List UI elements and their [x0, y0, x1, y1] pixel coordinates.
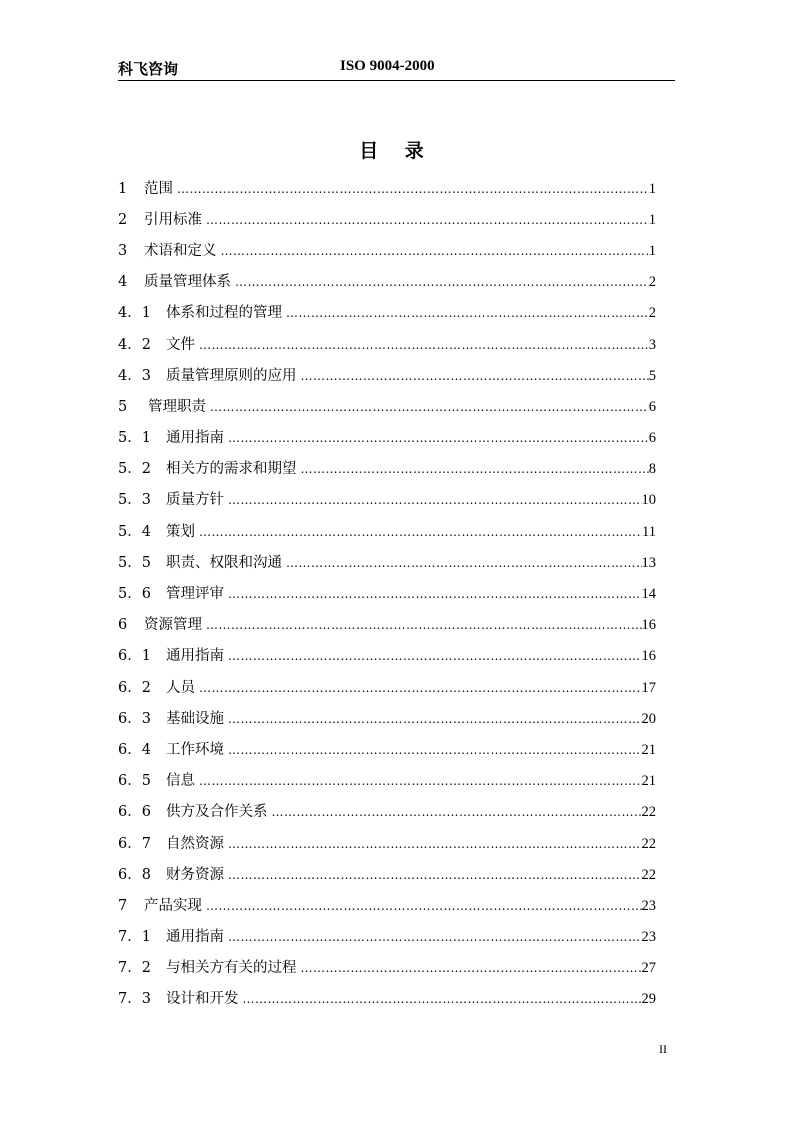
toc-entry-page: 23: [641, 929, 656, 946]
toc-entry-number: 5．2: [118, 461, 151, 478]
toc-entry-number: 6: [118, 617, 128, 634]
toc-entry[interactable]: [118, 329, 656, 360]
toc-entry-page: 22: [641, 866, 656, 883]
toc-dot-leader: [199, 520, 642, 544]
toc-entry-number: 5．3: [118, 492, 151, 509]
toc-dot-leader: [199, 676, 642, 700]
toc-entry-title: 质量管理原则的应用: [166, 367, 297, 384]
toc-entry-title: 范围: [144, 180, 173, 197]
toc-dot-leader: [286, 301, 649, 325]
toc-entry-number: 7: [118, 897, 128, 914]
toc-entry-number: 6．2: [118, 679, 151, 696]
toc-entry-page: 5: [648, 367, 656, 384]
toc-entry-number: 1: [118, 180, 128, 197]
toc-entry-title: 术语和定义: [144, 242, 217, 259]
toc-entry-number: 6．6: [118, 804, 151, 821]
toc-entry-title: 供方及合作关系: [166, 804, 268, 821]
toc-entry[interactable]: [118, 516, 656, 547]
toc-entry-title: 管理职责: [148, 398, 206, 415]
toc-entry-number: 5．5: [118, 554, 151, 571]
toc-entry-page: 1: [648, 242, 656, 259]
company-name: 科飞咨询: [118, 60, 179, 78]
toc-entry[interactable]: [118, 267, 656, 298]
toc-entry-number: 6．7: [118, 835, 151, 852]
toc-entry[interactable]: [118, 547, 656, 578]
toc-dot-leader: [228, 488, 642, 512]
toc-entry-title: 文件: [166, 336, 195, 353]
toc-entry-page: 10: [641, 492, 656, 509]
table-of-contents: [118, 173, 656, 1015]
toc-entry-page: 14: [641, 586, 656, 603]
toc-entry[interactable]: [118, 797, 656, 828]
toc-entry-page: 13: [641, 554, 656, 571]
toc-dot-leader: [228, 707, 642, 731]
toc-entry[interactable]: [118, 454, 656, 485]
toc-entry-title: 质量方针: [166, 492, 224, 509]
toc-dot-leader: [228, 644, 642, 668]
toc-entry[interactable]: [118, 828, 656, 859]
toc-entry[interactable]: [118, 423, 656, 454]
toc-entry-page: 22: [641, 804, 656, 821]
toc-dot-leader: [228, 832, 642, 856]
toc-title: 目 录: [359, 140, 434, 162]
toc-entry-title: 设计和开发: [166, 991, 239, 1008]
toc-entry-title: 通用指南: [166, 648, 224, 665]
toc-dot-leader: [235, 270, 649, 294]
toc-entry-title: 通用指南: [166, 430, 224, 447]
toc-entry[interactable]: [118, 485, 656, 516]
toc-entry-title: 通用指南: [166, 929, 224, 946]
toc-entry-title: 引用标准: [144, 211, 202, 228]
toc-dot-leader: [221, 239, 649, 263]
toc-entry[interactable]: [118, 953, 656, 984]
toc-entry[interactable]: [118, 766, 656, 797]
toc-entry-page: 21: [641, 741, 656, 758]
toc-entry-page: 23: [641, 897, 656, 914]
toc-entry[interactable]: [118, 641, 656, 672]
toc-dot-leader: [177, 177, 649, 201]
page-header: [118, 58, 675, 81]
toc-entry-number: 6．1: [118, 648, 151, 665]
toc-entry-number: 5．4: [118, 523, 151, 540]
toc-entry-title: 管理评审: [166, 586, 224, 603]
toc-dot-leader: [228, 863, 642, 887]
toc-entry[interactable]: [118, 360, 656, 391]
toc-entry[interactable]: [118, 578, 656, 609]
toc-dot-leader: [228, 925, 642, 949]
toc-entry-title: 策划: [166, 523, 195, 540]
toc-entry-title: 基础设施: [166, 710, 224, 727]
toc-entry-title: 工作环境: [166, 741, 224, 758]
standard-name: ISO 9004-2000: [340, 58, 435, 74]
toc-entry-title: 信息: [166, 773, 195, 790]
toc-dot-leader: [206, 894, 642, 918]
toc-entry-page: 1: [648, 180, 656, 197]
toc-dot-leader: [206, 208, 649, 232]
toc-entry-number: 4．1: [118, 305, 151, 322]
toc-dot-leader: [199, 769, 642, 793]
footer-page-number: II: [659, 1042, 667, 1056]
toc-entry-number: 3: [118, 242, 128, 259]
toc-entry-page: 2: [648, 274, 656, 291]
toc-entry-number: 6．3: [118, 710, 151, 727]
toc-entry-page: 27: [641, 960, 656, 977]
toc-entry-title: 相关方的需求和期望: [166, 461, 297, 478]
toc-entry-number: 2: [118, 211, 128, 228]
toc-entry-page: 22: [641, 835, 656, 852]
toc-entry-page: 17: [641, 679, 656, 696]
toc-entry-title: 与相关方有关的过程: [166, 960, 297, 977]
toc-dot-leader: [228, 426, 649, 450]
toc-entry-page: 21: [641, 773, 656, 790]
toc-entry-page: 3: [648, 336, 656, 353]
toc-entry-number: 4．2: [118, 336, 151, 353]
toc-entry[interactable]: [118, 235, 656, 266]
toc-dot-leader: [301, 956, 642, 980]
toc-entry-title: 资源管理: [144, 617, 202, 634]
toc-entry-page: 20: [641, 710, 656, 727]
toc-entry[interactable]: [118, 922, 656, 953]
toc-entry-number: 4: [118, 274, 128, 291]
toc-dot-leader: [199, 333, 649, 357]
toc-entry-number: 5．1: [118, 430, 151, 447]
toc-entry-title: 人员: [166, 679, 195, 696]
toc-entry-page: 8: [648, 461, 656, 478]
toc-entry-page: 16: [641, 617, 656, 634]
toc-entry[interactable]: [118, 610, 656, 641]
toc-entry-page: 6: [648, 430, 656, 447]
toc-entry[interactable]: [118, 984, 656, 1015]
toc-entry-title: 财务资源: [166, 866, 224, 883]
toc-dot-leader: [206, 613, 642, 637]
toc-dot-leader: [243, 987, 642, 1011]
toc-entry-number: 5．6: [118, 586, 151, 603]
toc-entry[interactable]: [118, 890, 656, 921]
toc-entry-title: 职责、权限和沟通: [166, 554, 282, 571]
toc-dot-leader: [210, 395, 649, 419]
toc-entry-page: 29: [641, 991, 656, 1008]
toc-entry[interactable]: [118, 391, 656, 422]
toc-entry[interactable]: [118, 859, 656, 890]
toc-entry-page: 16: [641, 648, 656, 665]
toc-entry-number: 5: [118, 398, 128, 415]
toc-entry-number: 7．1: [118, 929, 151, 946]
toc-dot-leader: [228, 582, 642, 606]
toc-entry-number: 7．2: [118, 960, 151, 977]
toc-entry-page: 11: [642, 523, 656, 540]
toc-dot-leader: [301, 457, 649, 481]
toc-entry-title: 产品实现: [144, 897, 202, 914]
toc-dot-leader: [272, 800, 642, 824]
toc-dot-leader: [228, 738, 642, 762]
toc-entry-title: 质量管理体系: [144, 274, 231, 291]
toc-entry[interactable]: [118, 703, 656, 734]
toc-entry-title: 体系和过程的管理: [166, 305, 282, 322]
toc-entry-number: 4．3: [118, 367, 151, 384]
toc-entry-number: 7．3: [118, 991, 151, 1008]
toc-entry-page: 2: [648, 305, 656, 322]
toc-entry[interactable]: [118, 173, 656, 204]
toc-entry[interactable]: [118, 672, 656, 703]
toc-dot-leader: [301, 364, 649, 388]
toc-entry-number: 6．5: [118, 773, 151, 790]
toc-entry[interactable]: [118, 734, 656, 765]
toc-entry-number: 6．4: [118, 741, 151, 758]
toc-entry-page: 6: [648, 398, 656, 415]
toc-dot-leader: [286, 551, 642, 575]
toc-entry-title: 自然资源: [166, 835, 224, 852]
toc-entry-page: 1: [648, 211, 656, 228]
toc-entry[interactable]: [118, 298, 656, 329]
toc-entry-number: 6．8: [118, 866, 151, 883]
toc-entry[interactable]: [118, 204, 656, 235]
